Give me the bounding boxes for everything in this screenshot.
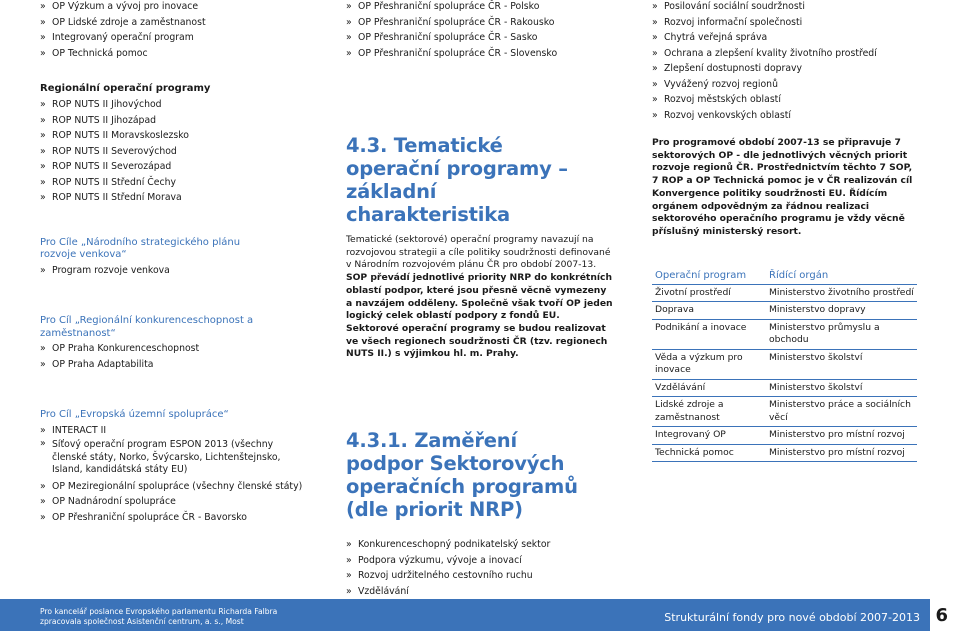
- table-cell: Lidské zdroje a zaměstnanost: [652, 397, 761, 427]
- list-item: » OP Výzkum a vývoj pro inovace: [40, 0, 305, 15]
- table-row: [652, 427, 917, 445]
- table-row: [652, 444, 917, 462]
- table-cell: Ministerstvo školství: [761, 349, 917, 379]
- table-cell: Vzdělávání: [652, 379, 761, 397]
- table-cell: Ministerstvo pro místní rozvoj: [761, 427, 917, 445]
- table-cell: Ministerstvo průmyslu a obchodu: [761, 319, 917, 349]
- list-item: » OP Přeshraniční spolupráce ČR - Rakousko: [346, 15, 616, 31]
- middle-column: [346, 0, 616, 615]
- section-title: 4.3. Tematické operační programy – základní charakteristika: [346, 134, 568, 226]
- cil-nsp-list: [40, 263, 305, 279]
- list-item: » Program rozvoje venkova: [40, 263, 305, 279]
- table-cell: Ministerstvo dopravy: [761, 302, 917, 320]
- list-item: » Posilování sociální soudržnosti: [652, 0, 922, 15]
- list-item: » Integrovaný operační program: [40, 30, 305, 46]
- list-item: » ROP NUTS II Severovýchod: [40, 144, 305, 160]
- list-item: » ROP NUTS II Moravskoslezsko: [40, 128, 305, 144]
- footer-credits: [40, 607, 277, 627]
- intro-text: Tematické (sektorové) operační programy navazují na rozvojovou strategii a cíle politiky soudržnosti definované v Národním rozvojovém plánu ČR pro období 2007-13.: [346, 234, 611, 271]
- col2-top-list: [346, 0, 616, 61]
- table-cell: Technická pomoc: [652, 444, 761, 462]
- list-item: » OP Přeshraniční spolupráce ČR - Bavorsko: [40, 510, 302, 526]
- list-item: » Rozvoj udržitelného cestovního ruchu: [346, 568, 616, 584]
- cil-eus-heading: Pro Cíl „Evropská územní spolupráce“: [40, 409, 229, 420]
- list-item: » OP Přeshraniční spolupráce ČR - Slovensko: [346, 46, 616, 62]
- table-cell: Ministerstvo práce a sociálních věcí: [761, 397, 917, 427]
- list-item: » Ochrana a zlepšení kvality životního prostředí: [652, 46, 922, 62]
- intro-bold-text: SOP převádí jednotlivé priority NRP do konkrétních oblastí podpor, které jsou přesně věcně vymezeny a navzájem odděleny. Společně však tvoří OP jeden logický celek oblastí podpory z fondů EU. Sektorové operační programy se budou realizovat ve všech regionech soudržnosti ČR (tzv. regionech NUTS II.) s výjimkou hl. m. Prahy.: [346, 272, 613, 360]
- cil-rkz-heading: Pro Cíl „Regionální konkurenceschopnost a zaměstnanost“: [40, 315, 254, 339]
- right-column: [652, 0, 922, 462]
- col3-top-list: [652, 0, 922, 123]
- list-item: » OP Přeshraniční spolupráce ČR - Polsko: [346, 0, 616, 15]
- rop-list: [40, 97, 305, 206]
- table-row: [652, 379, 917, 397]
- table-row: [652, 397, 917, 427]
- list-item: » OP Meziregionální spolupráce (všechny členské státy): [40, 479, 302, 495]
- list-item: » Zlepšení dostupnosti dopravy: [652, 61, 922, 77]
- footer-credit-line: Pro kancelář poslance Evropského parlamentu Richarda Falbra: [40, 607, 278, 616]
- table-cell: Ministerstvo pro místní rozvoj: [761, 444, 917, 462]
- list-item: » OP Technická pomoc: [40, 46, 305, 62]
- table-header-row: [652, 267, 917, 285]
- list-item: » OP Nadnárodní spolupráce: [40, 494, 302, 510]
- table-cell: Ministerstvo životního prostředí: [761, 284, 917, 302]
- list-item: » Konkurenceschopný podnikatelský sektor: [346, 537, 616, 553]
- list-item: » OP Přeshraniční spolupráce ČR - Sasko: [346, 30, 616, 46]
- table-row: [652, 284, 917, 302]
- table-cell: Integrovaný OP: [652, 427, 761, 445]
- table-header-program: Operační program: [652, 267, 761, 285]
- cil-rkz-list: [40, 341, 305, 372]
- page-number: 6: [935, 605, 948, 626]
- table-row: [652, 349, 917, 379]
- table-cell: Doprava: [652, 302, 761, 320]
- list-item: » INTERACT II: [40, 423, 302, 439]
- page-footer: [0, 599, 960, 631]
- list-item: » ROP NUTS II Střední Morava: [40, 190, 305, 206]
- table-row: [652, 319, 917, 349]
- list-item: » Podpora výzkumu, vývoje a inovací: [346, 553, 616, 569]
- list-item: » ROP NUTS II Jihozápad: [40, 113, 305, 129]
- table-cell: Ministerstvo školství: [761, 379, 917, 397]
- programs-table: [652, 267, 917, 463]
- footer-publication-title: Strukturální fondy pro nové období 2007-2013: [664, 611, 920, 624]
- list-item: » OP Praha Adaptabilita: [40, 357, 305, 373]
- list-item: » OP Praha Konkurenceschopnost: [40, 341, 305, 357]
- table-cell: Podnikání a inovace: [652, 319, 761, 349]
- table-row: [652, 302, 917, 320]
- list-item: » OP Lidské zdroje a zaměstnanost: [40, 15, 305, 31]
- table-header-authority: Řídící orgán: [761, 267, 917, 285]
- list-item: » Vyvážený rozvoj regionů: [652, 77, 922, 93]
- list-item: » Rozvoj informační společnosti: [652, 15, 922, 31]
- list-item: » Chytrá veřejná správa: [652, 30, 922, 46]
- list-item: » Síťový operační program ESPON 2013 (všechny členské státy, Norko, Švýcarsko, Lichtenštejnsko, Island, kandidátská státy EU): [40, 438, 302, 479]
- list-item: » ROP NUTS II Jihovýchod: [40, 97, 305, 113]
- list-item: » Vzdělávání: [346, 584, 616, 600]
- left-column: [40, 0, 305, 525]
- table-cell: Věda a výzkum pro inovace: [652, 349, 761, 379]
- subsection-title: 4.3.1. Zaměření podpor Sektorových operačních programů (dle priorit NRP): [346, 429, 578, 522]
- list-item: » Rozvoj městských oblastí: [652, 92, 922, 108]
- rop-heading: Regionální operační programy: [40, 83, 211, 94]
- list-item: » ROP NUTS II Střední Čechy: [40, 175, 305, 191]
- list-item: » ROP NUTS II Severozápad: [40, 159, 305, 175]
- table-cell: Životní prostředí: [652, 284, 761, 302]
- col1-top-list: [40, 0, 305, 61]
- programs-paragraph: Pro programové období 2007-13 se připravuje 7 sektorových OP - dle jednotlivých věcných priorit rozvoje regionů ČR. Prostřednictvím těchto 7 SOP, 7 ROP a OP Technická pomoc je v ČR realizován cíl Konvergence politiky soudržnosti EU. Řídícím orgánem odpovědným za řádnou realizaci sektorového operačního programu je vždy věcně příslušný ministerský resort.: [652, 137, 913, 237]
- cil-nsp-heading: Pro Cíle „Národního strategického plánu rozvoje venkova“: [40, 236, 241, 260]
- intro-paragraph: [346, 234, 614, 361]
- page-number-box: [930, 599, 960, 631]
- list-item: » Rozvoj venkovských oblastí: [652, 108, 922, 124]
- footer-credit-line: zpracovala společnost Asistenční centrum, a. s., Most: [40, 617, 244, 626]
- cil-eus-list: [40, 423, 302, 526]
